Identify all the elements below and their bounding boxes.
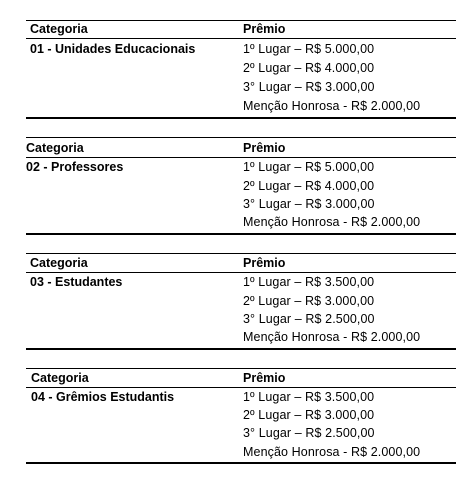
category-header: Categoria [30, 22, 88, 36]
table-top-rule [26, 368, 456, 369]
category-header: Categoria [26, 141, 84, 155]
prize-first: 1º Lugar – R$ 5.000,00 [243, 160, 375, 174]
prize-third: 3° Lugar – R$ 3.000,00 [243, 197, 375, 211]
prize-first: 1º Lugar – R$ 5.000,00 [243, 42, 375, 56]
prize-third: 3° Lugar – R$ 2.500,00 [243, 312, 375, 326]
prize-second: 2º Lugar – R$ 4.000,00 [243, 61, 375, 75]
prize-header: Prêmio [243, 22, 286, 36]
prize-honorable-mention: Menção Honrosa - R$ 2.000,00 [243, 215, 421, 229]
prize-third: 3° Lugar – R$ 3.000,00 [243, 80, 375, 94]
prize-third: 3° Lugar – R$ 2.500,00 [243, 426, 375, 440]
prize-second: 2º Lugar – R$ 3.000,00 [243, 294, 375, 308]
category-name: 03 - Estudantes [30, 275, 123, 289]
category-name: 01 - Unidades Educacionais [30, 42, 196, 56]
prize-header: Prêmio [243, 256, 286, 270]
award-table-4 [26, 0, 456, 480]
prize-header: Prêmio [243, 371, 286, 385]
table-bottom-rule [26, 462, 456, 464]
category-header: Categoria [31, 371, 89, 385]
prize-second: 2º Lugar – R$ 3.000,00 [243, 408, 375, 422]
prize-honorable-mention: Menção Honrosa - R$ 2.000,00 [243, 445, 421, 459]
prize-second: 2º Lugar – R$ 4.000,00 [243, 179, 375, 193]
header-rule [26, 387, 456, 388]
prize-header: Prêmio [243, 141, 286, 155]
category-name: 04 - Grêmios Estudantis [31, 390, 175, 404]
prize-honorable-mention: Menção Honrosa - R$ 2.000,00 [243, 99, 421, 113]
prize-honorable-mention: Menção Honrosa - R$ 2.000,00 [243, 330, 421, 344]
prize-first: 1º Lugar – R$ 3.500,00 [243, 275, 375, 289]
prize-first: 1º Lugar – R$ 3.500,00 [243, 390, 375, 404]
category-name: 02 - Professores [26, 160, 124, 174]
category-header: Categoria [30, 256, 88, 270]
